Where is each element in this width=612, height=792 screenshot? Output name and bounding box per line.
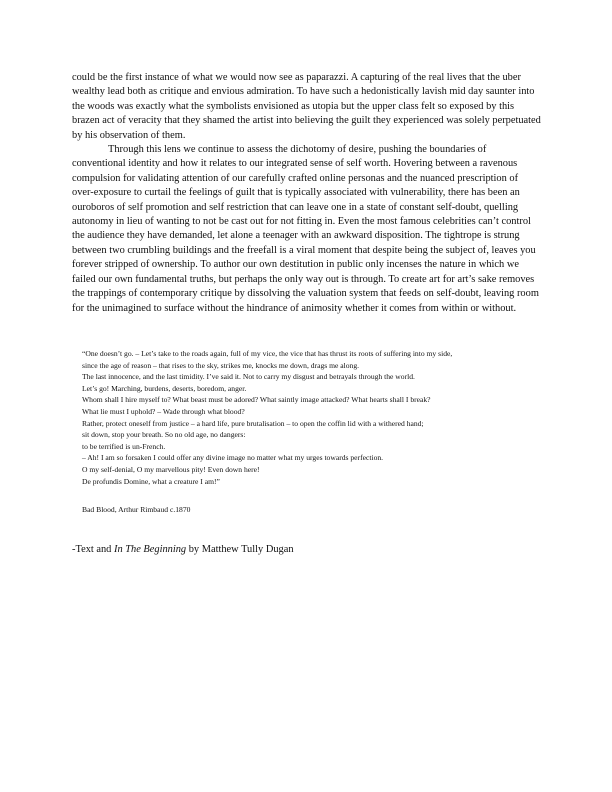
- quotation-line: sit down, stop your breath. So no old age, no dangers:: [82, 430, 246, 440]
- work-title: In The Beginning: [113, 544, 187, 555]
- quotation-line: The last innocence, and the last timidity. I’ve said it. Not to carry my disgust and betrayals through the world.: [82, 372, 415, 382]
- credit-suffix: by Matthew Tully Dugan: [186, 544, 294, 555]
- essay-paragraph-1: could be the first instance of what we would now see as paparazzi. A capturing of the real lives that the uber wealthy lead both as critique and envious admiration. To have such a hedonistically lavish mid day saunter into the woods was exactly what the symbolists envisioned as utopia but the upper class felt so exposed by this brazen act of veracity that they shamed the artist into believing the guilt they experienced was solely perpetuated by his observation of them.: [72, 72, 541, 141]
- quotation-line: Rather, protect oneself from justice – a hard life, pure brutalisation – to open the coffin lid with a withered hand;: [82, 418, 424, 428]
- essay-body: [72, 71, 542, 316]
- quotation-line: – Ah! I am so forsaken I could offer any divine image no matter what my urges towards perfection.: [82, 453, 384, 463]
- essay-paragraph-2: Through this lens we continue to assess the dichotomy of desire, pushing the boundaries of conventional identity and how it relates to our integrated sense of self worth. Hovering between a ravenous compulsion for validating attention of our carefully crafted online personas and the nuanced prescription of over-exposure to curtail the feelings of guilt that is typically associated with vulnerability, there has been an ouroboros of self promotion and self restriction that can leave one in a state of constant self-doubt, quelling autonomy in lieu of wanting to not be cast out for not fitting in. Even the most famous celebrities can’t control the audience they have demanded, let alone a teenager with an awkward disposition. The tightrope is strung between two crumbling buildings and the freefall is a viral moment that despite being the subject of, leaves you forever stripped of ownership. To author our own destitution in public only incenses the nature in which we failed our own fundamental truths, but perhaps the only way out is through. To create art for art’s sake removes the trappings of contemporary critique by dissolving the valuation system that feeds on self-doubt, leaving room for the unimagined to surface without the hindrance of animosity whether it comes from within or without.: [72, 144, 539, 314]
- credit-prefix: -Text and: [72, 544, 114, 555]
- quotation-line: since the age of reason – that rises to the sky, strikes me, knocks me down, drags me along.: [82, 360, 360, 370]
- quotation-line: Whom shall I hire myself to? What beast must be adored? What saintly image attacked? What hearts shall I break?: [82, 395, 431, 405]
- quotation-line: Let’s go! Marching, burdens, deserts, boredom, anger.: [82, 383, 247, 393]
- quotation-line: “One doesn’t go. – Let’s take to the roads again, full of my vice, the vice that has thrust its roots of suffering into my side,: [82, 349, 453, 358]
- quotation-line: De profundis Domine, what a creature I am!”: [82, 476, 220, 486]
- quotation-attribution: Bad Blood, Arthur Rimbaud c.1870: [82, 505, 191, 514]
- rimbaud-quotation: [82, 348, 552, 487]
- author-credit: [72, 543, 294, 557]
- quotation-line: O my self-denial, O my marvellous pity! Even down here!: [82, 464, 260, 474]
- quotation-line: What lie must I uphold? – Wade through what blood?: [82, 406, 245, 416]
- quotation-line: to be terrified is un-French.: [82, 441, 166, 451]
